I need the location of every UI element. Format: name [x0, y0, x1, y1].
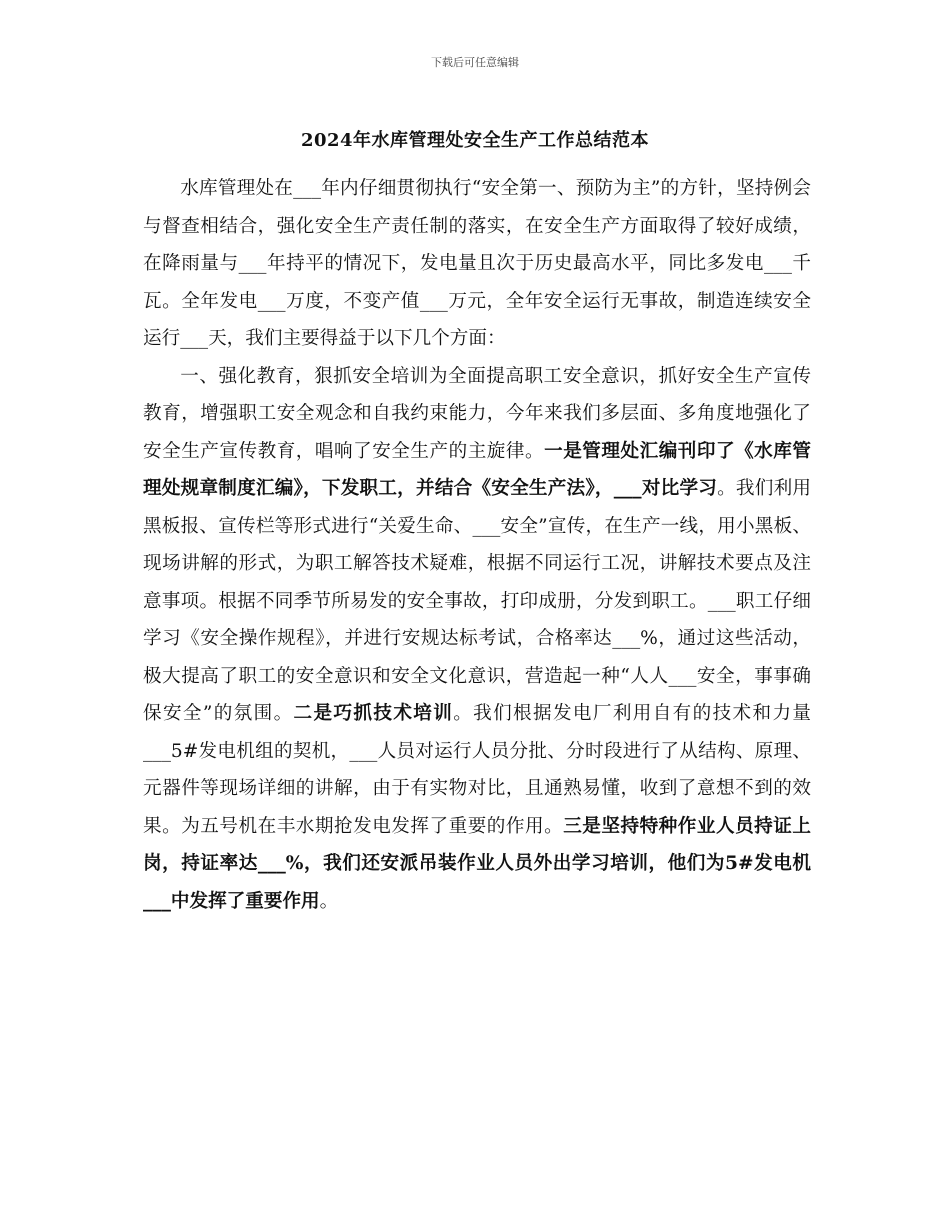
- point-two-text: 。我们根据发电厂利用自有的技术和力量___5#发电机组的契机，___人员对运行人员分批、分时段进行了从结构、原理、元器件等现场详细的讲解，由于有实物对比，且通熟易懂，收到了意想不到的效果。为五号机在丰水期抢发电发挥了重要的作用。: [143, 703, 811, 837]
- page-header-note: 下载后可任意编辑: [431, 56, 519, 69]
- bold-point-one: 一是管理处汇编刊印了《水库管理处规章制度汇编》，下发职工，并结合《安全生产法》，___对比学习: [143, 440, 811, 499]
- bold-point-two: 二是巧抓技术培训: [293, 703, 454, 724]
- paragraph-intro: 水库管理处在___年内仔细贯彻执行“安全第一、预防为主”的方针，坚持例会与督查相结合，强化安全生产责任制的落实，在安全生产方面取得了较好成绩，在降雨量与___年持平的情况下，发电量且次于历史最高水平，同比多发电___千瓦。全年发电___万度，不变产值___万元，全年安全运行无事故，制造连续安全运行___天，我们主要得益于以下几个方面：: [143, 178, 811, 349]
- document-title: 2024年水库管理处安全生产工作总结范本: [300, 130, 650, 151]
- point-three-end: 。: [319, 890, 339, 912]
- bold-point-three: 三是坚持特种作业人员持证上岗，持证率达___%，我们还安派吊装作业人员外出学习培训，他们为5#发电机___中发挥了重要作用: [143, 815, 811, 912]
- paragraph-education-intro: 一、强化教育，狠抓安全培训为全面提高职工安全意识，抓好安全生产宣传教育，增强职工安全观念和自我约束能力，今年来我们多层面、多角度地强化了安全生产宣传教育，唱响了安全生产的主旋律。: [143, 365, 811, 462]
- paragraph-education: [143, 358, 811, 921]
- point-one-text: 。我们利用黑板报、宣传栏等形式进行“关爱生命、___安全”宣传，在生产一线，用小黑板、现场讲解的形式，为职工解答技术疑难，根据不同运行工况，讲解技术要点及注意事项。根据不同季节所易发的安全事故，打印成册，分发到职工。___职工仔细学习《安全操作规程》，并进行安规达标考试，合格率达___%，通过这些活动，极大提高了职工的安全意识和安全文化意识，营造起一种“人人___安全，事事确保安全”的氛围。: [143, 478, 811, 724]
- document-body: [143, 170, 811, 920]
